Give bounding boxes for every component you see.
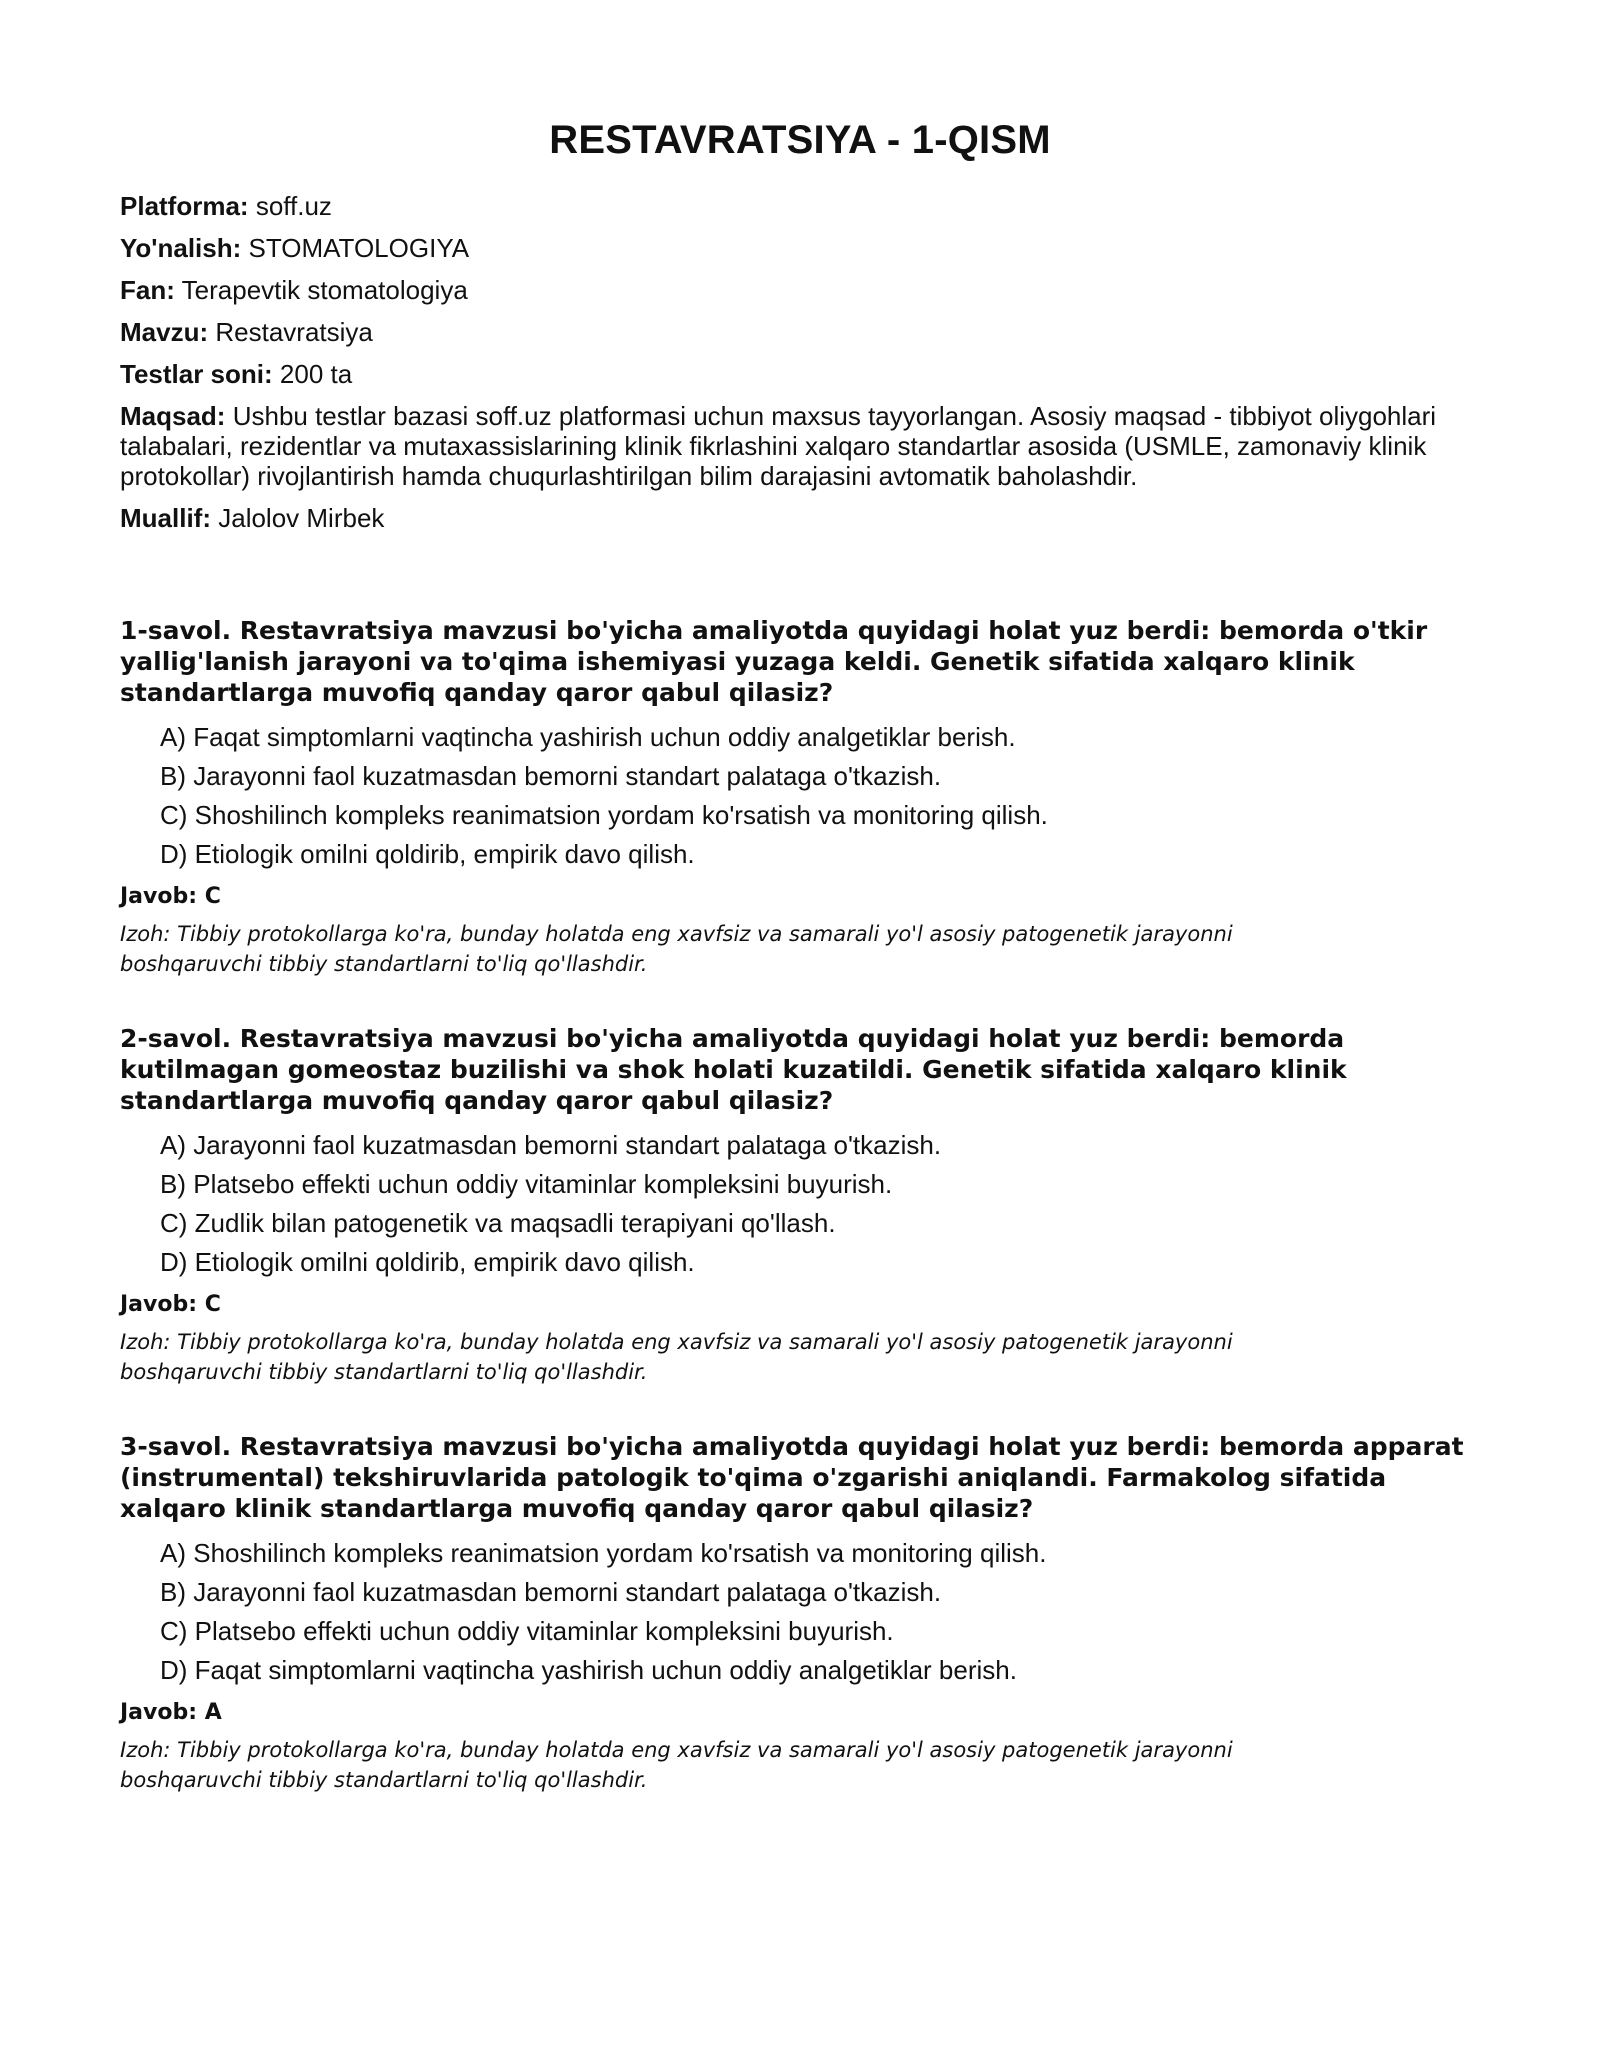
question-list <box>120 615 1480 1795</box>
meta-label: Yo'nalish: <box>120 233 242 263</box>
meta-value: 200 ta <box>279 359 353 389</box>
meta-label: Platforma: <box>120 191 249 221</box>
meta-label: Mavzu: <box>120 317 209 347</box>
meta-test-count <box>120 359 1480 389</box>
question-1 <box>120 615 1480 979</box>
meta-value: soff.uz <box>255 191 332 221</box>
option-b: B) Platsebo effekti uchun oddiy vitaminlar kompleksini buyurish. <box>160 1169 893 1199</box>
option-a: A) Jarayonni faol kuzatmasdan bemorni standart palataga o'tkazish. <box>160 1130 942 1160</box>
meta-value: Restavratsiya <box>215 317 373 347</box>
question-text: 3-savol. Restavratsiya mavzusi bo'yicha amaliyotda quyidagi holat yuz berdi: bemorda apparat (instrumental) tekshiruvlarida patologik to'qima o'zgarishi aniqlandi. Farmakolog sifatida xalqaro klinik standartlarga muvofiq qanday qaror qabul qilasiz? <box>120 1432 1464 1523</box>
meta-value: Jalolov Mirbek <box>218 503 385 533</box>
meta-value: Terapevtik stomatologiya <box>181 275 468 305</box>
explanation-text: Izoh: Tibbiy protokollarga ko'ra, bunday holatda eng xavfsiz va samarali yo'l asosiy patogenetik jarayonni boshqaruvchi tibbiy standartlarni to'liq qo'llashdir. <box>120 1330 1233 1384</box>
question-3 <box>120 1431 1480 1795</box>
option-a: A) Faqat simptomlarni vaqtincha yashirish uchun oddiy analgetiklar berish. <box>160 722 1016 752</box>
question-text: 2-savol. Restavratsiya mavzusi bo'yicha amaliyotda quyidagi holat yuz berdi: bemorda kutilmagan gomeostaz buzilishi va shok holati kuzatildi. Genetik sifatida xalqaro klinik standartlarga muvofiq qanday qaror qabul qilasiz? <box>120 1024 1347 1115</box>
explanation-text: Izoh: Tibbiy protokollarga ko'ra, bunday holatda eng xavfsiz va samarali yo'l asosiy patogenetik jarayonni boshqaruvchi tibbiy standartlarni to'liq qo'llashdir. <box>120 922 1233 976</box>
answer-label: Javob: C <box>120 884 221 909</box>
option-c: C) Platsebo effekti uchun oddiy vitaminlar kompleksini buyurish. <box>160 1616 894 1646</box>
option-d: D) Etiologik omilni qoldirib, empirik davo qilish. <box>160 1247 695 1277</box>
option-list <box>120 1538 1480 1685</box>
meta-label: Muallif: <box>120 503 211 533</box>
option-list <box>120 722 1480 869</box>
meta-label: Fan: <box>120 275 175 305</box>
meta-direction <box>120 233 1480 263</box>
option-b: B) Jarayonni faol kuzatmasdan bemorni standart palataga o'tkazish. <box>160 761 942 791</box>
document-page <box>120 118 1480 1839</box>
document-title: RESTAVRATSIYA - 1-QISM <box>549 118 1051 162</box>
answer-label: Javob: C <box>120 1292 221 1317</box>
document-meta <box>120 191 1480 533</box>
meta-purpose <box>120 401 1480 491</box>
option-d: D) Etiologik omilni qoldirib, empirik davo qilish. <box>160 839 695 869</box>
option-c: C) Zudlik bilan patogenetik va maqsadli terapiyani qo'llash. <box>160 1208 836 1238</box>
explanation-text: Izoh: Tibbiy protokollarga ko'ra, bunday holatda eng xavfsiz va samarali yo'l asosiy patogenetik jarayonni boshqaruvchi tibbiy standartlarni to'liq qo'llashdir. <box>120 1738 1233 1792</box>
meta-subject <box>120 275 1480 305</box>
meta-value: STOMATOLOGIYA <box>248 233 470 263</box>
option-c: C) Shoshilinch kompleks reanimatsion yordam ko'rsatish va monitoring qilish. <box>160 800 1048 830</box>
meta-label: Testlar soni: <box>120 359 273 389</box>
option-d: D) Faqat simptomlarni vaqtincha yashirish uchun oddiy analgetiklar berish. <box>160 1655 1017 1685</box>
option-list <box>120 1130 1480 1277</box>
meta-platform <box>120 191 1480 221</box>
meta-label: Maqsad: <box>120 401 226 431</box>
meta-topic <box>120 317 1480 347</box>
question-2 <box>120 1023 1480 1387</box>
meta-value: Ushbu testlar bazasi soff.uz platformasi uchun maxsus tayyorlangan. Asosiy maqsad - tibbiyot oliygohlari talabalari, rezidentlar va mutaxassislarining klinik fikrlashini xalqaro standartlar asosida (USMLE, zamonaviy klinik protokollar) rivojlantirish hamda chuqurlashtirilgan bilim darajasini avtomatik baholashdir. <box>120 401 1437 491</box>
meta-author <box>120 503 1480 533</box>
answer-label: Javob: A <box>120 1700 222 1725</box>
question-text: 1-savol. Restavratsiya mavzusi bo'yicha amaliyotda quyidagi holat yuz berdi: bemorda o'tkir yallig'lanish jarayoni va to'qima ishemiyasi yuzaga keldi. Genetik sifatida xalqaro klinik standartlarga muvofiq qanday qaror qabul qilasiz? <box>120 616 1428 707</box>
option-a: A) Shoshilinch kompleks reanimatsion yordam ko'rsatish va monitoring qilish. <box>160 1538 1047 1568</box>
option-b: B) Jarayonni faol kuzatmasdan bemorni standart palataga o'tkazish. <box>160 1577 942 1607</box>
